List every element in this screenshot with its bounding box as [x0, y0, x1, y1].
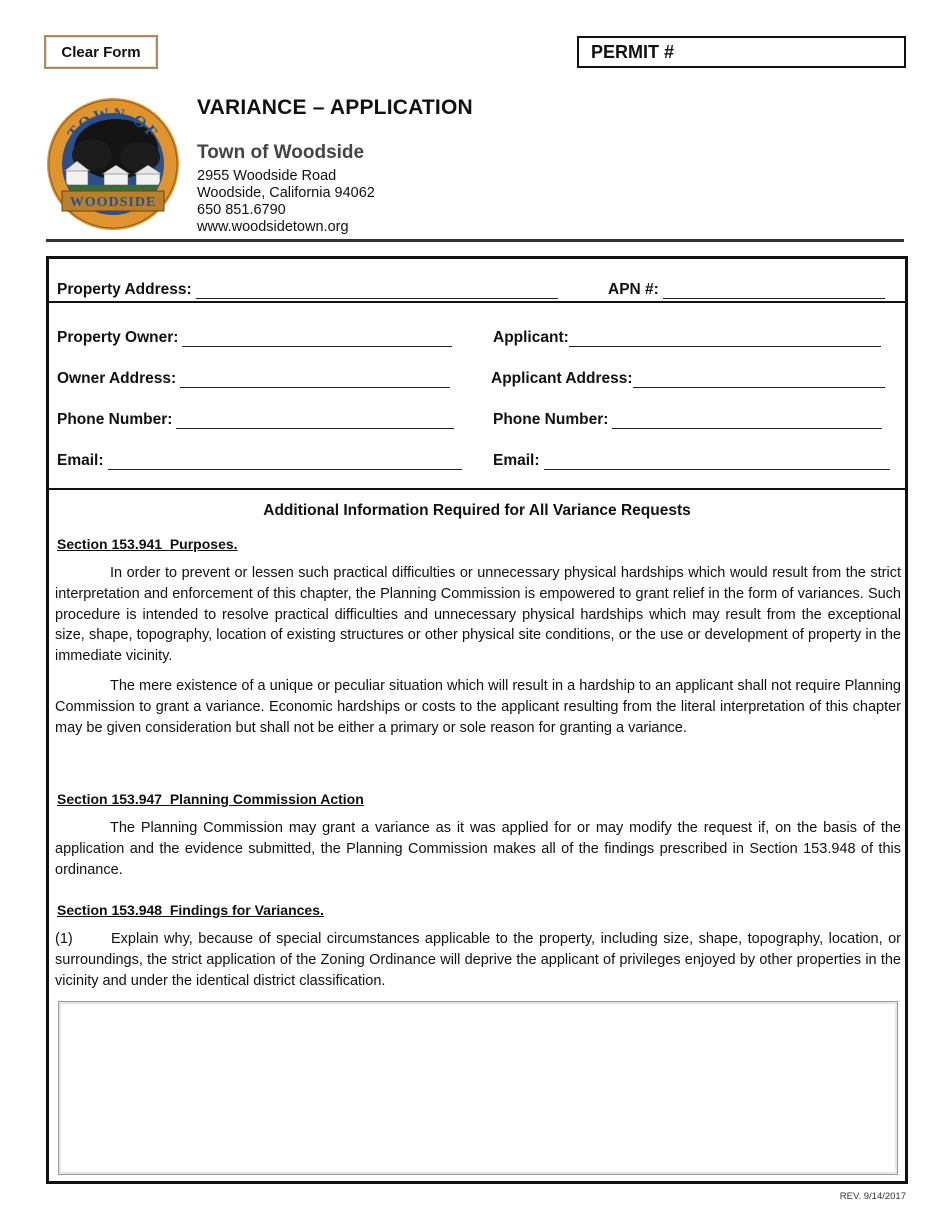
owner-email-input[interactable]	[108, 449, 462, 470]
additional-info-heading: Additional Information Required for All Variance Requests	[263, 502, 691, 519]
section-153-947-paragraph: The Planning Commission may grant a variance as it was applied for or may modify the request if, on the basis of the application and the evidence submitted, the Planning Commission makes all of the findings prescribed in Section 153.948 of this ordinance.	[55, 820, 901, 878]
permit-label: PERMIT #	[591, 41, 675, 62]
applicant-address-input[interactable]	[633, 367, 885, 388]
apn-input[interactable]	[663, 278, 885, 299]
section-number: Section 153.948	[57, 902, 163, 918]
town-address-line2: Woodside, California 94062	[197, 185, 375, 201]
town-seal-logo	[46, 97, 180, 231]
section-153-947-heading	[57, 791, 364, 807]
town-name: Town of Woodside	[197, 142, 365, 163]
owner-address-input[interactable]	[180, 367, 450, 388]
svg-text:TOWN OF: TOWN OF	[64, 105, 162, 143]
town-phone: 650 851.6790	[197, 202, 286, 218]
finding-1-answer-box[interactable]	[58, 1001, 898, 1175]
section-153-948-heading	[57, 902, 324, 918]
applicant-address-label: Applicant Address:	[491, 370, 633, 387]
section-153-941-paragraph-1: In order to prevent or lessen such practical difficulties or unnecessary physical hardships which would result from the strict interpretation and enforcement of this chapter, the Planning Commission is empowered to grant relief in the form of variances. Such procedure is intended to resolve practical difficulties and unnecessary physical hardships which may result from the exceptional size, shape, topography, location of existing structures or other physical site conditions, or the use or development of property in the immediate vicinity.	[55, 565, 901, 665]
finding-1-answer-input[interactable]	[59, 1002, 897, 1174]
revision-note: REV. 9/14/2017	[839, 1191, 906, 1202]
applicant-email-label: Email:	[493, 452, 540, 469]
permit-number-input[interactable]	[682, 42, 904, 62]
applicant-address-row	[491, 367, 885, 388]
owner-phone-label: Phone Number:	[57, 411, 173, 428]
applicant-row	[493, 326, 881, 347]
divider-property	[49, 301, 905, 303]
section-title: Purposes.	[169, 536, 238, 552]
owner-phone-input[interactable]	[176, 408, 454, 429]
section-153-941-heading	[57, 536, 238, 552]
property-address-input[interactable]	[196, 278, 558, 299]
property-owner-row	[57, 326, 452, 347]
property-address-row	[57, 278, 558, 299]
owner-email-label: Email:	[57, 452, 104, 469]
finding-1-text	[55, 929, 901, 991]
section-153-941-paragraph-2: The mere existence of a unique or peculiar situation which will result in a hardship to an applicant shall not require Planning Commission to grant a variance. Economic hardships or costs to the applicant resulting from the literal interpretation of this chapter may be given consideration but shall not be either a primary or sole reason for granting a variance.	[55, 678, 901, 736]
applicant-input[interactable]	[569, 326, 881, 347]
section-number: Section 153.941	[57, 536, 163, 552]
applicant-label: Applicant:	[493, 329, 569, 346]
apn-row	[608, 278, 885, 299]
clear-form-button[interactable]: Clear Form	[44, 35, 158, 69]
applicant-phone-row	[493, 408, 882, 429]
form-frame	[46, 256, 908, 1184]
property-address-label: Property Address:	[57, 281, 192, 298]
finding-1-question: Explain why, because of special circumstances applicable to the property, including size, shape, topography, location, or surroundings, the strict application of the Zoning Ordinance will deprive the applicant of privileges enjoyed by other properties in the vicinity and under the identical district classification.	[55, 931, 901, 989]
town-website[interactable]: www.woodsidetown.org	[197, 219, 349, 235]
header-divider	[46, 239, 904, 242]
section-title: Findings for Variances.	[169, 902, 324, 918]
divider-contacts	[49, 488, 905, 490]
owner-address-row	[57, 367, 450, 388]
svg-text:WOODSIDE: WOODSIDE	[69, 195, 157, 210]
owner-email-row	[57, 449, 462, 470]
property-owner-input[interactable]	[182, 326, 452, 347]
owner-address-label: Owner Address:	[57, 370, 177, 387]
section-number: Section 153.947	[57, 791, 163, 807]
town-address-line1: 2955 Woodside Road	[197, 168, 337, 184]
applicant-phone-label: Phone Number:	[493, 411, 609, 428]
permit-number-box	[577, 36, 906, 68]
property-owner-label: Property Owner:	[57, 329, 179, 346]
applicant-phone-input[interactable]	[612, 408, 882, 429]
section-title: Planning Commission Action	[169, 791, 364, 807]
header-block	[197, 96, 473, 236]
applicant-email-input[interactable]	[544, 449, 890, 470]
finding-1-number: (1)	[55, 931, 73, 947]
form-title: VARIANCE – APPLICATION	[197, 96, 473, 119]
applicant-email-row	[493, 449, 890, 470]
apn-label: APN #:	[608, 281, 659, 298]
owner-phone-row	[57, 408, 454, 429]
